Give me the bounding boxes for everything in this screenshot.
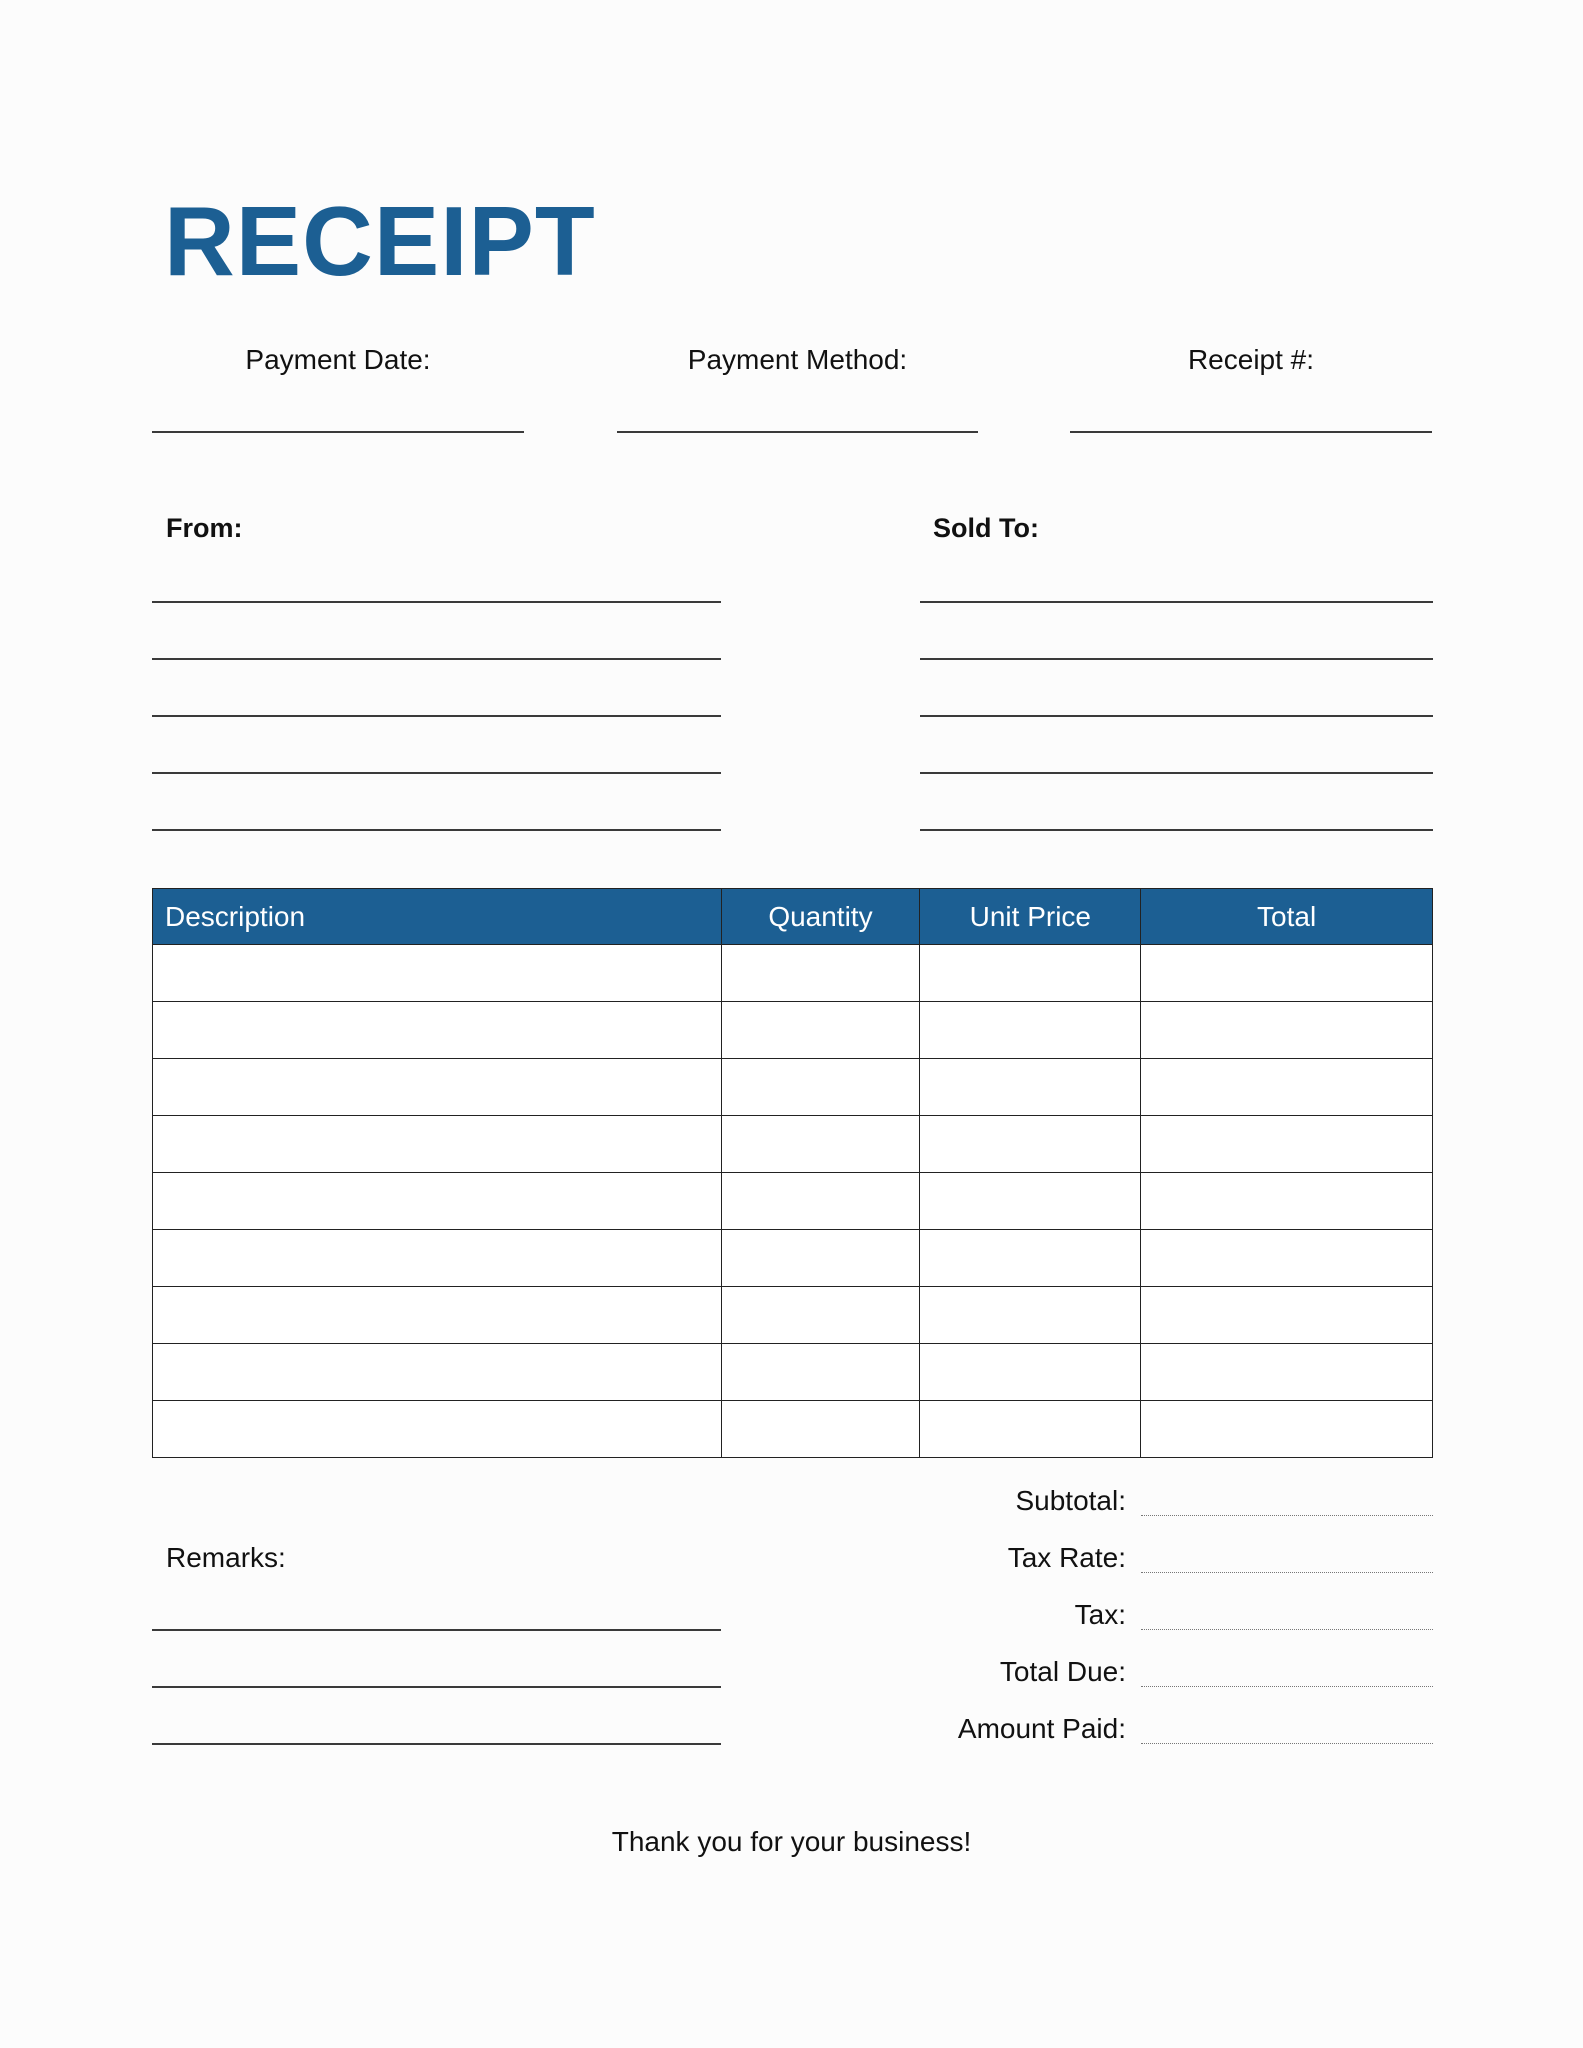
column-header-total: Total <box>1141 889 1433 945</box>
subtotal-label: Subtotal: <box>1015 1485 1126 1516</box>
description-cell[interactable] <box>153 1002 722 1059</box>
total-cell[interactable] <box>1141 1401 1433 1458</box>
receipt-number-field[interactable] <box>1070 431 1432 433</box>
sold-to-line-5[interactable] <box>920 829 1433 831</box>
unit-price-cell[interactable] <box>920 1344 1141 1401</box>
remarks-line-2[interactable] <box>152 1686 721 1688</box>
total-cell[interactable] <box>1141 945 1433 1002</box>
description-cell[interactable] <box>153 1173 722 1230</box>
column-header-quantity: Quantity <box>721 889 920 945</box>
description-cell[interactable] <box>153 1116 722 1173</box>
quantity-cell[interactable] <box>721 1116 920 1173</box>
description-cell[interactable] <box>153 945 722 1002</box>
total-cell[interactable] <box>1141 1230 1433 1287</box>
sold-to-line-3[interactable] <box>920 715 1433 717</box>
items-table <box>152 888 1433 1458</box>
total-cell[interactable] <box>1141 1059 1433 1116</box>
from-line-1[interactable] <box>152 601 721 603</box>
quantity-cell[interactable] <box>721 1059 920 1116</box>
payment-method-field[interactable] <box>617 431 978 433</box>
quantity-cell[interactable] <box>721 1344 920 1401</box>
quantity-cell[interactable] <box>721 1002 920 1059</box>
column-header-unit-price: Unit Price <box>920 889 1141 945</box>
table-row <box>153 1116 1433 1173</box>
quantity-cell[interactable] <box>721 1287 920 1344</box>
description-cell[interactable] <box>153 1230 722 1287</box>
sold-to-label: Sold To: <box>933 513 1039 543</box>
payment-date-field[interactable] <box>152 431 524 433</box>
table-row <box>153 1230 1433 1287</box>
sold-to-line-1[interactable] <box>920 601 1433 603</box>
from-line-4[interactable] <box>152 772 721 774</box>
tax-label: Tax: <box>1074 1599 1126 1630</box>
from-label: From: <box>166 513 243 543</box>
from-line-3[interactable] <box>152 715 721 717</box>
unit-price-cell[interactable] <box>920 1287 1141 1344</box>
quantity-cell[interactable] <box>721 1230 920 1287</box>
unit-price-cell[interactable] <box>920 1059 1141 1116</box>
from-line-5[interactable] <box>152 829 721 831</box>
description-cell[interactable] <box>153 1287 722 1344</box>
total-cell[interactable] <box>1141 1116 1433 1173</box>
unit-price-cell[interactable] <box>920 1401 1141 1458</box>
tax-field[interactable] <box>1141 1629 1433 1630</box>
total-due-label: Total Due: <box>999 1656 1126 1687</box>
remarks-label: Remarks: <box>166 1542 286 1573</box>
amount-paid-label: Amount Paid: <box>957 1713 1126 1744</box>
sold-to-line-2[interactable] <box>920 658 1433 660</box>
total-cell[interactable] <box>1141 1173 1433 1230</box>
sold-to-line-4[interactable] <box>920 772 1433 774</box>
payment-method-label: Payment Method: <box>687 344 908 375</box>
description-cell[interactable] <box>153 1401 722 1458</box>
column-header-description: Description <box>153 889 722 945</box>
table-row <box>153 1002 1433 1059</box>
thank-you-message: Thank you for your business! <box>611 1826 972 1857</box>
total-cell[interactable] <box>1141 1002 1433 1059</box>
remarks-line-3[interactable] <box>152 1743 721 1745</box>
quantity-cell[interactable] <box>721 945 920 1002</box>
total-cell[interactable] <box>1141 1344 1433 1401</box>
table-row <box>153 945 1433 1002</box>
table-row <box>153 1287 1433 1344</box>
tax-rate-field[interactable] <box>1141 1572 1433 1573</box>
quantity-cell[interactable] <box>721 1401 920 1458</box>
description-cell[interactable] <box>153 1344 722 1401</box>
total-cell[interactable] <box>1141 1287 1433 1344</box>
amount-paid-field[interactable] <box>1141 1743 1433 1744</box>
receipt-number-label: Receipt #: <box>1187 344 1315 375</box>
table-row <box>153 1173 1433 1230</box>
table-row <box>153 1344 1433 1401</box>
unit-price-cell[interactable] <box>920 1002 1141 1059</box>
table-row <box>153 1059 1433 1116</box>
unit-price-cell[interactable] <box>920 1173 1141 1230</box>
unit-price-cell[interactable] <box>920 1116 1141 1173</box>
unit-price-cell[interactable] <box>920 1230 1141 1287</box>
table-header-row <box>153 889 1433 945</box>
receipt-title: RECEIPT <box>164 186 596 296</box>
payment-date-label: Payment Date: <box>245 344 431 375</box>
remarks-line-1[interactable] <box>152 1629 721 1631</box>
subtotal-field[interactable] <box>1141 1515 1433 1516</box>
table-row <box>153 1401 1433 1458</box>
quantity-cell[interactable] <box>721 1173 920 1230</box>
from-line-2[interactable] <box>152 658 721 660</box>
unit-price-cell[interactable] <box>920 945 1141 1002</box>
tax-rate-label: Tax Rate: <box>1007 1542 1126 1573</box>
description-cell[interactable] <box>153 1059 722 1116</box>
total-due-field[interactable] <box>1141 1686 1433 1687</box>
